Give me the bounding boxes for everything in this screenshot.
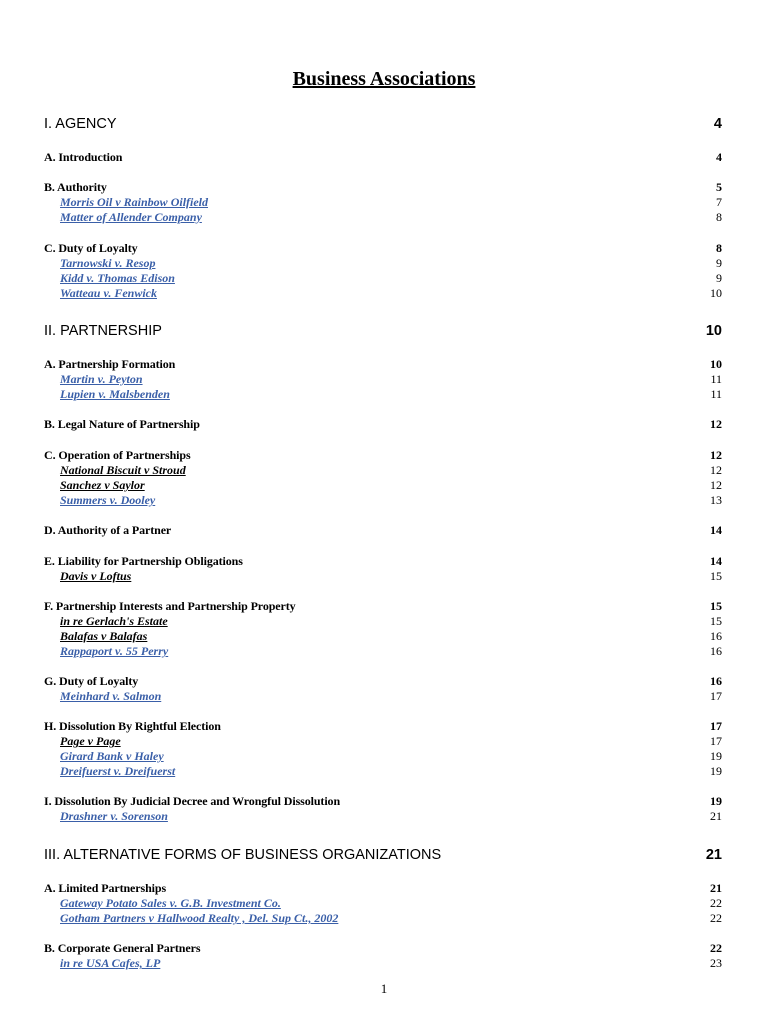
toc-entry-label[interactable]: Balafas v Balafas <box>60 629 148 643</box>
toc-entry-label[interactable]: Summers v. Dooley <box>60 493 156 507</box>
toc-section-entry <box>44 719 722 735</box>
toc-entry-page-number: 9 <box>716 271 722 285</box>
toc-entry-page-number: 11 <box>710 372 722 386</box>
toc-entry-page-number: 9 <box>716 256 722 270</box>
toc-entry-page-number: 22 <box>710 941 722 955</box>
toc-entry-label: A. Limited Partnerships <box>44 881 167 895</box>
toc-entry-page-number: 12 <box>710 478 722 492</box>
toc-entry-page-number: 22 <box>710 911 722 925</box>
toc-entry-label[interactable]: Meinhard v. Salmon <box>60 689 162 703</box>
toc-entry-page-number: 19 <box>710 749 722 763</box>
toc-section-entry <box>44 150 722 166</box>
toc-entry-label[interactable]: Gotham Partners v Hallwood Realty , Del. Sup Ct., 2002 <box>60 911 339 925</box>
toc-entry-label[interactable]: Girard Bank v Haley <box>60 749 164 763</box>
toc-section-entry <box>44 357 722 373</box>
toc-section-entry <box>44 180 722 196</box>
toc-entry-label[interactable]: in re Gerlach's Estate <box>60 614 168 628</box>
toc-entry-label[interactable]: Rappaport v. 55 Perry <box>60 644 169 658</box>
toc-case-entry[interactable] <box>44 644 722 660</box>
toc-entry-page-number: 15 <box>710 599 722 613</box>
toc-entry-label[interactable]: Watteau v. Fenwick <box>60 286 157 300</box>
toc-case-entry[interactable] <box>44 286 722 302</box>
toc-case-entry[interactable] <box>44 629 722 645</box>
toc-entry-label[interactable]: Kidd v. Thomas Edison <box>60 271 175 285</box>
toc-case-entry[interactable] <box>44 764 722 780</box>
toc-entry-label[interactable]: National Biscuit v Stroud <box>60 463 186 477</box>
toc-case-entry[interactable] <box>44 896 722 912</box>
toc-case-entry[interactable] <box>44 195 722 211</box>
toc-entry-label[interactable]: Sanchez v Saylor <box>60 478 145 492</box>
toc-entry-label: A. Partnership Formation <box>44 357 176 371</box>
toc-entry-label[interactable]: Martin v. Peyton <box>60 372 143 386</box>
toc-entry-label: B. Corporate General Partners <box>44 941 201 955</box>
toc-entry-label[interactable]: Matter of Allender Company <box>60 210 202 224</box>
toc-entry-label[interactable]: Drashner v. Sorenson <box>60 809 168 823</box>
toc-entry-page-number: 16 <box>710 674 722 688</box>
toc-case-entry[interactable] <box>44 956 722 972</box>
toc-part-heading <box>44 116 722 136</box>
toc-entry-label[interactable]: Gateway Potato Sales v. G.B. Investment Co. <box>60 896 281 910</box>
toc-case-entry[interactable] <box>44 256 722 272</box>
toc-section-entry <box>44 941 722 957</box>
toc-case-entry[interactable] <box>44 478 722 494</box>
toc-entry-label[interactable]: Morris Oil v Rainbow Oilfield <box>60 195 209 209</box>
toc-part-heading <box>44 323 722 343</box>
toc-entry-page-number: 12 <box>710 463 722 477</box>
toc-section-entry <box>44 599 722 615</box>
toc-case-entry[interactable] <box>44 372 722 388</box>
toc-entry-page-number: 19 <box>710 794 722 808</box>
toc-case-entry[interactable] <box>44 387 722 403</box>
toc-entry-label: H. Dissolution By Rightful Election <box>44 719 221 733</box>
toc-entry-page-number: 12 <box>710 448 722 462</box>
toc-entry-page-number: 10 <box>705 323 722 339</box>
toc-section-entry <box>44 554 722 570</box>
toc-entry-label[interactable]: Dreifuerst v. Dreifuerst <box>60 764 176 778</box>
toc-part-heading <box>44 847 722 867</box>
toc-entry-page-number: 15 <box>710 614 722 628</box>
toc-entry-page-number: 8 <box>716 210 722 224</box>
toc-entry-page-number: 21 <box>710 809 722 823</box>
toc-case-entry[interactable] <box>44 493 722 509</box>
toc-entry-label: III. ALTERNATIVE FORMS OF BUSINESS ORGANIZATIONS <box>44 847 442 863</box>
toc-entry-page-number: 14 <box>710 554 722 568</box>
toc-entry-label: B. Authority <box>44 180 107 194</box>
toc-entry-page-number: 17 <box>710 689 722 703</box>
toc-case-entry[interactable] <box>44 463 722 479</box>
toc-entry-page-number: 11 <box>710 387 722 401</box>
toc-entry-label[interactable]: Lupien v. Malsbenden <box>60 387 170 401</box>
toc-entry-page-number: 7 <box>716 195 722 209</box>
toc-entry-label: C. Operation of Partnerships <box>44 448 191 462</box>
toc-section-entry <box>44 881 722 897</box>
toc-entry-label: F. Partnership Interests and Partnership Property <box>44 599 296 613</box>
toc-entry-page-number: 22 <box>710 896 722 910</box>
document-title: Business Associations <box>292 68 476 90</box>
toc-case-entry[interactable] <box>44 271 722 287</box>
toc-entry-page-number: 21 <box>705 847 722 863</box>
page-number: 1 <box>380 981 388 996</box>
toc-section-entry <box>44 241 722 257</box>
toc-entry-label: C. Duty of Loyalty <box>44 241 138 255</box>
toc-entry-page-number: 4 <box>716 150 722 164</box>
toc-section-entry <box>44 794 722 810</box>
toc-entry-page-number: 23 <box>710 956 722 970</box>
toc-entry-label[interactable]: in re USA Cafes, LP <box>60 956 161 970</box>
toc-entry-page-number: 17 <box>710 719 722 733</box>
toc-entry-label: D. Authority of a Partner <box>44 523 172 537</box>
toc-entry-page-number: 15 <box>710 569 722 583</box>
toc-entry-page-number: 16 <box>710 644 722 658</box>
toc-entry-label: II. PARTNERSHIP <box>44 323 162 339</box>
toc-section-entry <box>44 674 722 690</box>
toc-entry-label: E. Liability for Partnership Obligations <box>44 554 243 568</box>
toc-entry-page-number: 10 <box>710 357 722 371</box>
toc-entry-label[interactable]: Davis v Loftus <box>60 569 132 583</box>
toc-entry-page-number: 12 <box>710 417 722 431</box>
toc-entry-page-number: 16 <box>710 629 722 643</box>
toc-entry-page-number: 19 <box>710 764 722 778</box>
toc-entry-page-number: 17 <box>710 734 722 748</box>
toc-entry-page-number: 8 <box>716 241 722 255</box>
toc-case-entry[interactable] <box>44 809 722 825</box>
toc-case-entry[interactable] <box>44 210 722 226</box>
toc-case-entry[interactable] <box>44 689 722 705</box>
toc-case-entry[interactable] <box>44 911 722 927</box>
toc-entry-page-number: 10 <box>710 286 722 300</box>
toc-entry-label: I. Dissolution By Judicial Decree and Wrongful Dissolution <box>44 794 341 808</box>
toc-entry-page-number: 21 <box>710 881 722 895</box>
toc-section-entry <box>44 417 722 433</box>
toc-case-entry[interactable] <box>44 569 722 585</box>
toc-entry-label[interactable]: Page v Page <box>60 734 121 748</box>
toc-entry-page-number: 14 <box>710 523 722 537</box>
toc-entry-label: G. Duty of Loyalty <box>44 674 139 688</box>
toc-section-entry <box>44 523 722 539</box>
toc-entry-page-number: 4 <box>713 116 722 132</box>
toc-entry-label: A. Introduction <box>44 150 123 164</box>
toc-entry-page-number: 5 <box>716 180 722 194</box>
toc-case-entry[interactable] <box>44 734 722 750</box>
toc-entry-label[interactable]: Tarnowski v. Resop <box>60 256 156 270</box>
toc-case-entry[interactable] <box>44 749 722 765</box>
toc-section-entry <box>44 448 722 464</box>
toc-case-entry[interactable] <box>44 614 722 630</box>
toc-entry-label: B. Legal Nature of Partnership <box>44 417 200 431</box>
toc-entry-label: I. AGENCY <box>44 116 117 132</box>
toc-entry-page-number: 13 <box>710 493 722 507</box>
